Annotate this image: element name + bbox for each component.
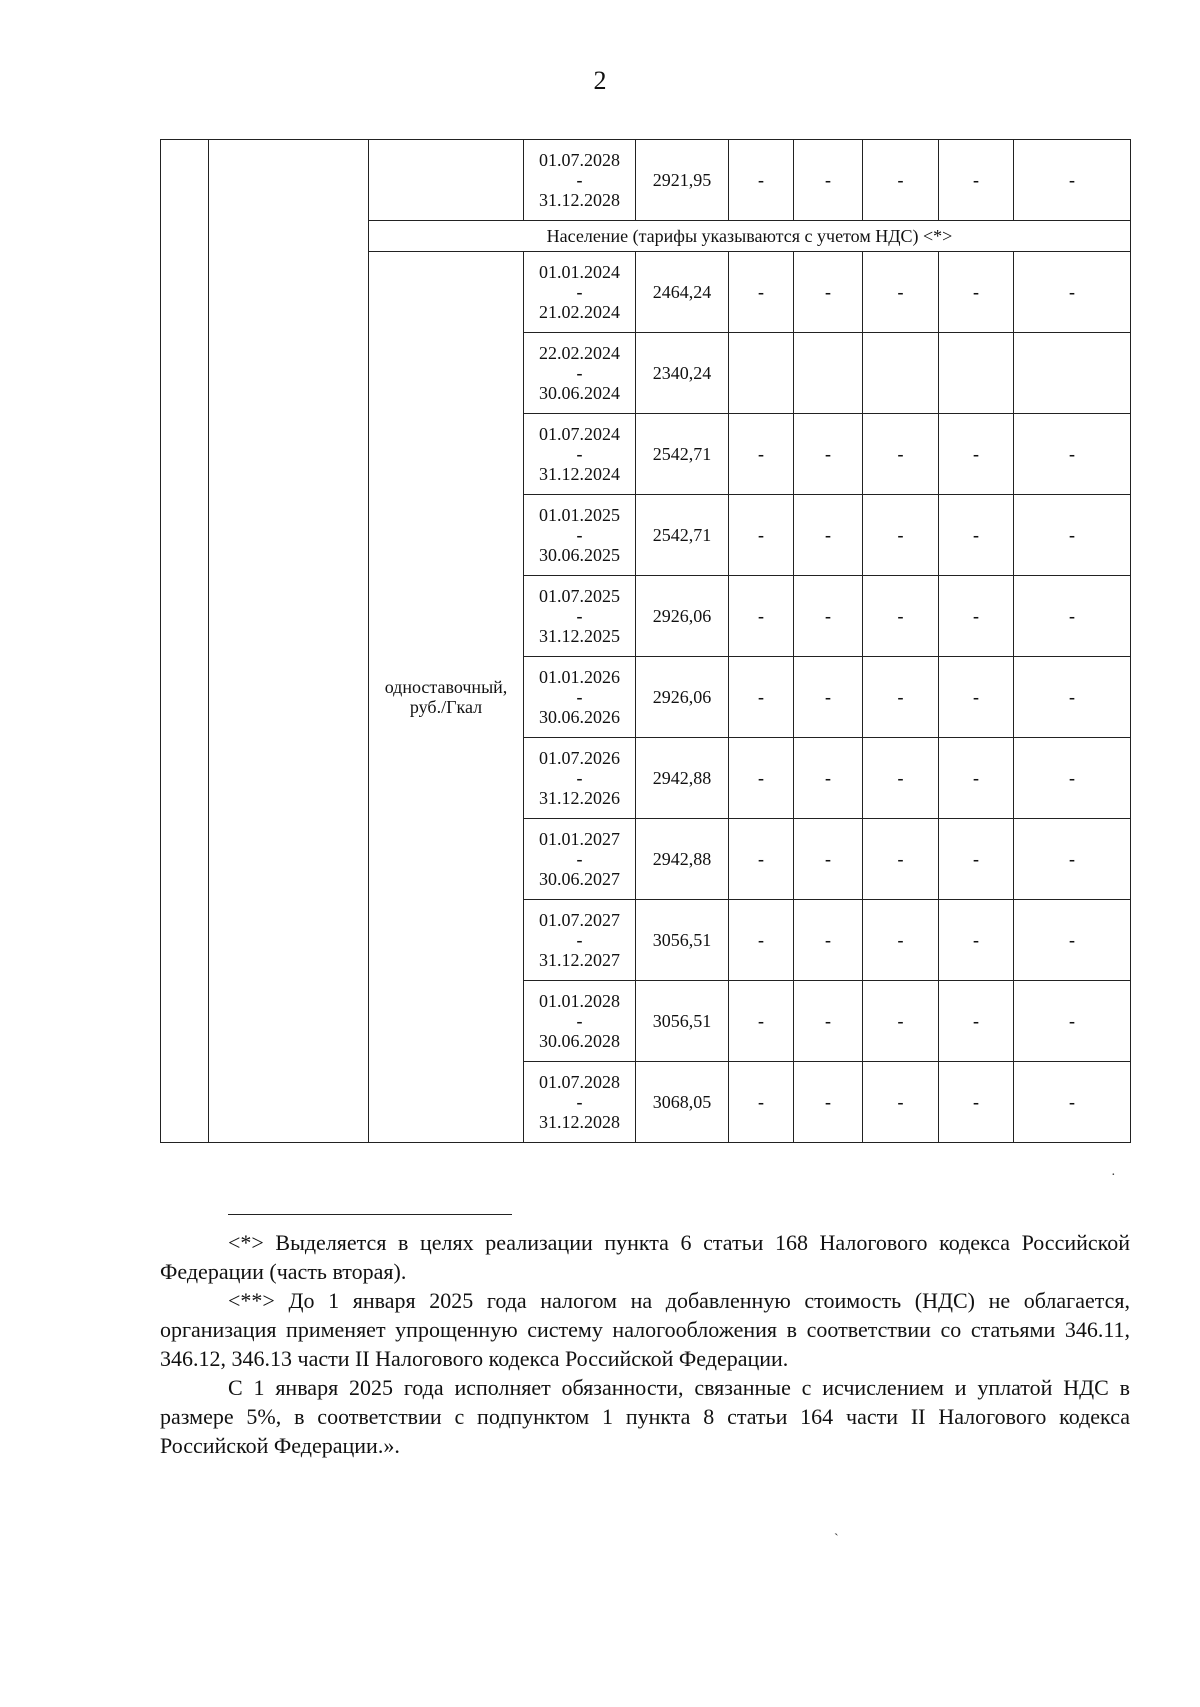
empty-cell: - [863,495,939,576]
empty-cell: - [863,140,939,221]
tariff-value: 2921,95 [636,140,729,221]
scan-speck: · [1111,1168,1116,1183]
period-cell [524,414,636,495]
period-cell [524,819,636,900]
period-dash: - [576,606,583,626]
period-dash: - [576,282,583,302]
period-dash: - [576,849,583,869]
empty-cell: - [794,576,863,657]
period-start: 01.07.2026 [539,748,620,768]
empty-cell: - [1014,1062,1131,1143]
footnote-3: С 1 января 2025 года исполняет обязанности, связанные с исчислением и уплатой НДС в размере 5%, в соответствии с подпунктом 1 пункта 8 статьи 164 части II Налогового кодекса Российской Федерации.». [160,1375,1130,1458]
period-cell [524,140,636,221]
empty-cell: - [729,576,794,657]
cell-organization-blank [209,140,369,1143]
footnote-1: <*> Выделяется в целях реализации пункта 6 статьи 168 Налогового кодекса Российской Федерации (часть вторая). [160,1230,1130,1284]
empty-cell: - [939,495,1014,576]
empty-cell: - [939,252,1014,333]
period-end: 31.12.2025 [539,626,620,646]
period-dash: - [576,687,583,707]
tariff-value: 2942,88 [636,819,729,900]
cell-unit-blank [369,140,524,221]
empty-cell: - [794,140,863,221]
period-end: 31.12.2028 [539,190,620,210]
tariff-value: 3068,05 [636,1062,729,1143]
empty-cell: - [729,738,794,819]
empty-cell [863,333,939,414]
empty-cell: - [939,414,1014,495]
empty-cell: - [729,819,794,900]
empty-cell [794,333,863,414]
unit-label-line: одноставочный, [384,677,508,697]
empty-cell: - [863,657,939,738]
empty-cell [939,333,1014,414]
empty-cell: - [729,495,794,576]
empty-cell: - [794,252,863,333]
empty-cell: - [939,576,1014,657]
empty-cell: - [863,252,939,333]
period-start: 01.07.2028 [539,150,620,170]
period-cell [524,1062,636,1143]
period-cell [524,252,636,333]
empty-cell: - [729,900,794,981]
empty-cell: - [794,414,863,495]
period-dash: - [576,363,583,383]
empty-cell: - [939,819,1014,900]
period-end: 21.02.2024 [539,302,620,322]
tariff-value: 2926,06 [636,657,729,738]
period-end: 30.06.2025 [539,545,620,565]
footnote-2: <**> До 1 января 2025 года налогом на добавленную стоимость (НДС) не облагается, организация применяет упрощенную систему налогообложения в соответствии со статьями 346.11, 346.12, 346.13 части II Налогового кодекса Российской Федерации. [160,1288,1130,1371]
empty-cell: - [863,414,939,495]
empty-cell: - [1014,657,1131,738]
period-cell [524,981,636,1062]
period-dash: - [576,930,583,950]
period-cell [524,900,636,981]
empty-cell: - [794,1062,863,1143]
period-cell [524,495,636,576]
empty-cell: - [939,140,1014,221]
period-end: 30.06.2027 [539,869,620,889]
tariff-value: 2340,24 [636,333,729,414]
empty-cell: - [863,576,939,657]
tariff-value: 2464,24 [636,252,729,333]
empty-cell: - [1014,981,1131,1062]
period-end: 31.12.2026 [539,788,620,808]
period-start: 01.01.2024 [539,262,620,282]
empty-cell: - [863,981,939,1062]
empty-cell: - [863,1062,939,1143]
tariff-value: 2926,06 [636,576,729,657]
period-dash: - [576,768,583,788]
empty-cell: - [1014,140,1131,221]
period-cell [524,738,636,819]
period-start: 01.07.2025 [539,586,620,606]
tariff-table-body [161,140,1131,1143]
empty-cell: - [1014,576,1131,657]
tariff-value: 2942,88 [636,738,729,819]
period-dash: - [576,1011,583,1031]
period-end: 31.12.2027 [539,950,620,970]
period-start: 22.02.2024 [539,343,620,363]
empty-cell: - [794,900,863,981]
period-start: 01.01.2025 [539,505,620,525]
empty-cell: - [1014,738,1131,819]
empty-cell: - [729,252,794,333]
period-cell [524,657,636,738]
period-start: 01.01.2028 [539,991,620,1011]
unit-cell [369,252,524,1143]
period-start: 01.07.2028 [539,1072,620,1092]
empty-cell: - [1014,495,1131,576]
empty-cell [729,333,794,414]
empty-cell: - [939,981,1014,1062]
empty-cell: - [1014,900,1131,981]
period-end: 30.06.2026 [539,707,620,727]
period-dash: - [576,444,583,464]
footnote-divider [228,1214,512,1215]
empty-cell: - [794,981,863,1062]
empty-cell: - [1014,414,1131,495]
empty-cell: - [729,981,794,1062]
tariff-value: 2542,71 [636,495,729,576]
period-end: 30.06.2024 [539,383,620,403]
period-end: 30.06.2028 [539,1031,620,1051]
empty-cell: - [939,1062,1014,1143]
empty-cell: - [939,738,1014,819]
empty-cell: - [939,657,1014,738]
tariff-table [160,139,1131,1143]
empty-cell: - [863,738,939,819]
empty-cell: - [1014,819,1131,900]
period-start: 01.07.2027 [539,910,620,930]
period-dash: - [576,1092,583,1112]
empty-cell: - [729,657,794,738]
tariff-value: 3056,51 [636,900,729,981]
empty-cell: - [794,495,863,576]
group-header: Население (тарифы указываются с учетом НДС) <*> [369,221,1131,252]
unit-label-line: руб./Гкал [409,697,483,717]
empty-cell: - [729,140,794,221]
empty-cell: - [863,819,939,900]
tariff-value: 3056,51 [636,981,729,1062]
period-start: 01.07.2024 [539,424,620,444]
period-cell [524,333,636,414]
empty-cell: - [729,414,794,495]
period-dash: - [576,525,583,545]
page-number: 2 [593,66,607,95]
cell-index-blank [161,140,209,1143]
table-row-top [161,140,1131,221]
empty-cell: - [939,900,1014,981]
empty-cell: - [729,1062,794,1143]
period-end: 31.12.2024 [539,464,620,484]
empty-cell: - [794,819,863,900]
scan-speck: ` [834,1532,839,1547]
period-end: 31.12.2028 [539,1112,620,1132]
empty-cell: - [1014,252,1131,333]
empty-cell: - [794,657,863,738]
footnotes [160,1228,1130,1460]
period-cell [524,576,636,657]
empty-cell [1014,333,1131,414]
tariff-value: 2542,71 [636,414,729,495]
period-start: 01.01.2027 [539,829,620,849]
period-start: 01.01.2026 [539,667,620,687]
empty-cell: - [794,738,863,819]
empty-cell: - [863,900,939,981]
period-dash: - [576,170,583,190]
